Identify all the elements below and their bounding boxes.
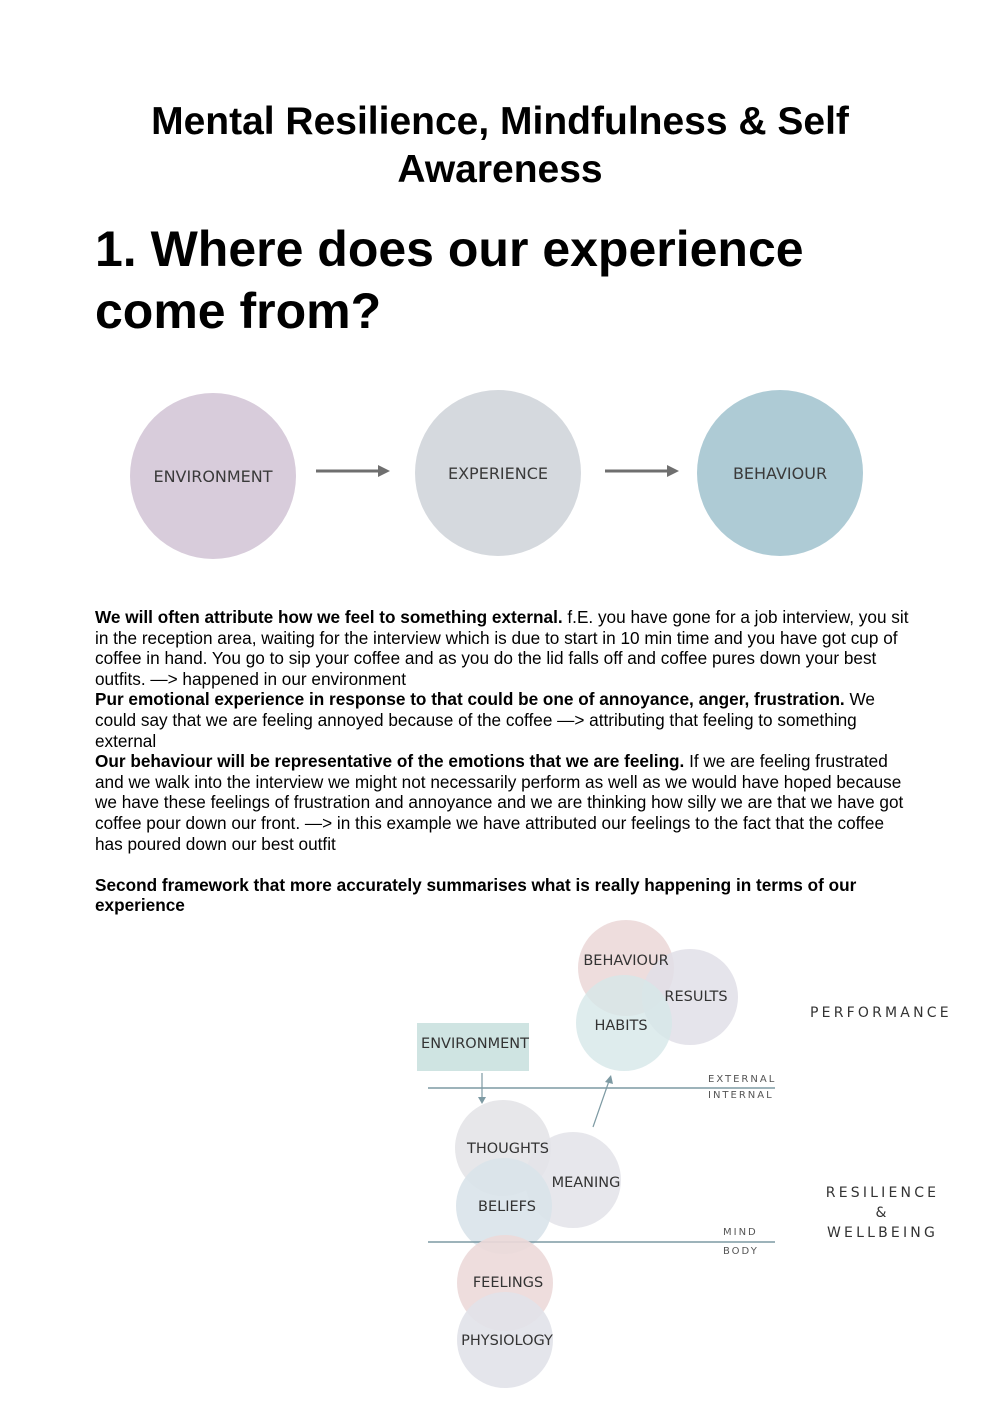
document-title: Mental Resilience, Mindfulness & Self Awareness [151,100,849,191]
arrow-right-icon [605,465,679,477]
paragraph-body: We could say that we are feeling annoyed because of the coffee —> attributing that feeling to something external [95,689,875,751]
section-heading: 1. Where does our experience come from? [95,221,804,339]
physiology-label: PHYSIOLOGY [461,1333,553,1349]
resilience-word: RESILIENCE [825,1185,940,1201]
environment-circle [130,393,296,559]
experience-circle [415,390,581,556]
paragraph-body: f.E. you have gone for a job interview, you sit in the reception area, waiting for the interview which is due to start in 10 min time and you have got cup of coffee in hand. You go to sip your coffee and as you do the lid falls off and coffee pures down your best outfits. —> happened in our environment [95,607,909,689]
arrow-right-icon [316,465,390,477]
performance-label: PERFORMANCE [810,1005,952,1021]
behaviour-circle [697,390,863,556]
paragraph-environment [95,607,915,689]
paragraph-lead: Second framework that more accurately summarises what is really happening in terms of our experience [95,874,857,916]
body-text [95,607,915,916]
environment-box-label: ENVIRONMENT [421,1036,529,1052]
paragraph-framework-intro [95,875,915,916]
framework-diagram [400,915,980,1395]
experience-circle-label: EXPERIENCE [447,463,549,483]
mind-label: MIND [723,1227,758,1238]
resilience-wellbeing-label [820,1183,945,1243]
flow-diagram [120,385,880,565]
paragraph-experience [95,689,915,751]
behaviour-label: BEHAVIOUR [583,953,669,969]
environment-circle-label: ENVIRONMENT [153,466,273,486]
thoughts-label: THOUGHTS [467,1141,549,1157]
ampersand: & [875,1205,890,1221]
paragraph-lead: Pur emotional experience in response to that could be one of annoyance, anger, frustration. [95,689,845,710]
internal-label: INTERNAL [708,1090,774,1101]
paragraph-behaviour [95,751,915,854]
habits-label: HABITS [594,1018,648,1034]
external-label: EXTERNAL [708,1074,777,1085]
results-label: RESULTS [664,989,728,1005]
environment-down-arrowhead [478,1097,486,1104]
paragraph-lead: Our behaviour will be representative of the emotions that we are feeling. [95,751,685,772]
behaviour-circle-label: BEHAVIOUR [732,463,828,483]
habits-up-arrowhead [605,1075,613,1084]
body-label: BODY [723,1246,759,1257]
paragraph-lead: We will often attribute how we feel to something external. [95,607,563,627]
wellbeing-word: WELLBEING [827,1225,938,1241]
meaning-label: MEANING [551,1175,621,1191]
paragraph-body: If we are feeling frustrated and we walk into the interview we might not necessarily perform as well as we would have hoped because we have these feelings of frustration and annoyance and we are thinking how silly we are that we have got coffee pour down our front. —> in this example we have attributed our feelings to the fact that the coffee has poured down our best outfit [95,751,904,854]
beliefs-label: BELIEFS [478,1199,536,1215]
feelings-label: FEELINGS [472,1275,544,1291]
